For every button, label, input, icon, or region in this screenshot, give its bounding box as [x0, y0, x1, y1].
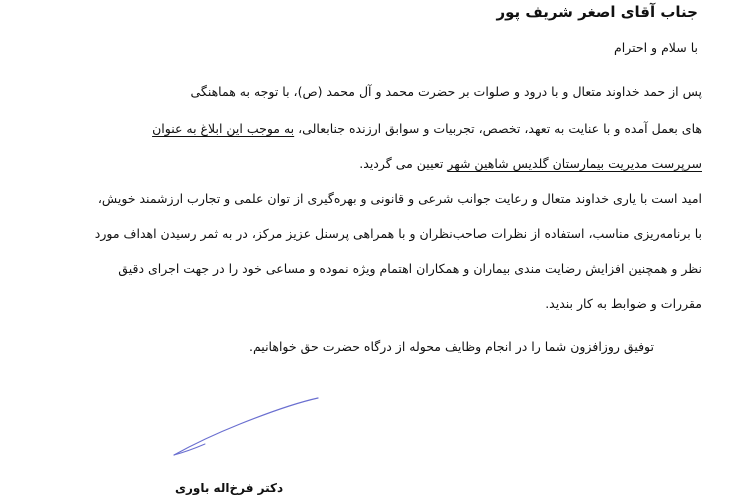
paragraph-1-line-3-plain: تعیین می گردید. — [359, 156, 448, 171]
paragraph-1-line-1: پس از حمد خداوند متعال و با درود و صلوات بر حضرت محمد و آل محمد (ص)، با توجه به هماهنگی — [190, 84, 702, 99]
position-title-underlined: سرپرست مدیریت بیمارستان گلدیس شاهین شهر — [447, 156, 702, 171]
signer-name: دکتر فرخ‌اله باوری — [175, 481, 284, 495]
recipient-heading: جناب آقای اصغر شریف پور — [496, 3, 698, 21]
closing-line: توفیق روزافزون شما را در انجام وظایف محوله از درگاه حضرت حق خواهانیم. — [249, 339, 654, 354]
appointment-phrase-underlined: به موجب این ابلاغ به عنوان — [152, 121, 295, 136]
paragraph-1-line-2 — [152, 121, 702, 137]
paragraph-2-line-3: نظر و همچنین افزایش رضایت مندی بیماران و همکاران اهتمام ویژه نموده و مساعی خود را در جهت اجرای دقیق — [118, 261, 702, 276]
paragraph-2-line-4: مقررات و ضوابط به کار بندید. — [545, 296, 702, 311]
greeting: با سلام و احترام — [614, 40, 698, 55]
paragraph-2-line-1: امید است با یاری خداوند متعال و رعایت جوانب شرعی و قانونی و بهره‌گیری از توان علمی و تجارب ارزشمند خویش، — [97, 191, 702, 206]
paragraph-2-line-2: با برنامه‌ریزی مناسب، استفاده از نظرات صاحب‌نظران و با همراهی پرسنل عزیز مرکز، در به ثمر رسیدن اهداف مورد — [94, 226, 702, 241]
paragraph-1-line-3 — [359, 156, 702, 172]
paragraph-1-line-2-plain: های بعمل آمده و با عنایت به تعهد، تخصص، تجربیات و سوابق ارزنده جنابعالی، — [294, 121, 702, 136]
